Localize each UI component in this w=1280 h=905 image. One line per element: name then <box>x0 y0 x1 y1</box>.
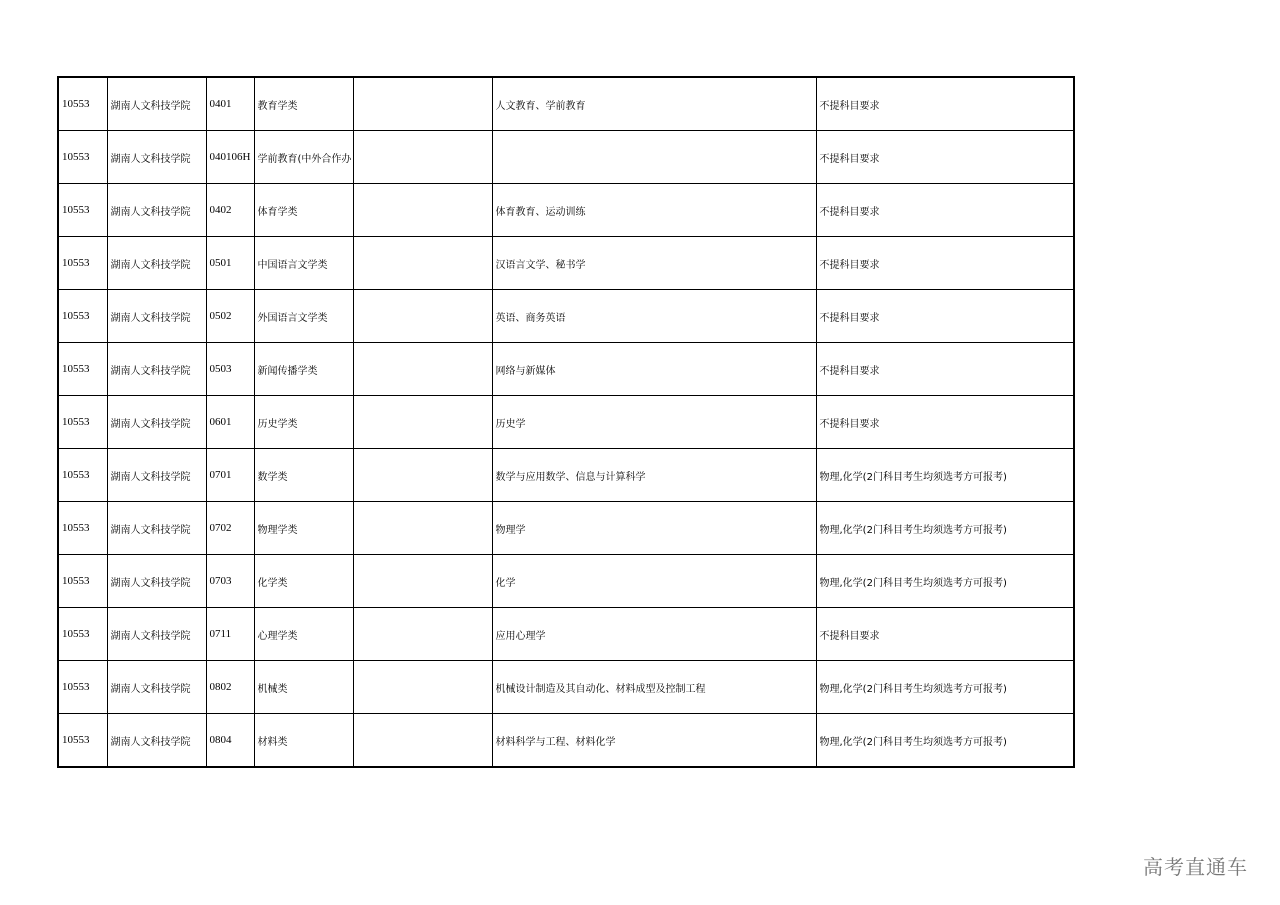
school-code-cell: 10553 <box>58 131 107 184</box>
school-code-cell: 10553 <box>58 290 107 343</box>
table-row <box>58 555 1074 608</box>
table-row <box>58 661 1074 714</box>
school-code-cell: 10553 <box>58 77 107 131</box>
subject-requirement-cell: 不提科目要求 <box>816 608 1074 661</box>
major-code-cell: 0702 <box>206 502 254 555</box>
major-category-cell: 数学类 <box>254 449 353 502</box>
major-code-cell: 0711 <box>206 608 254 661</box>
major-code-cell: 0501 <box>206 237 254 290</box>
table-row <box>58 237 1074 290</box>
major-code-cell: 0401 <box>206 77 254 131</box>
major-category-cell: 心理学类 <box>254 608 353 661</box>
table-row <box>58 396 1074 449</box>
subject-requirement-cell: 物理,化学(2门科目考生均须选考方可报考) <box>816 661 1074 714</box>
school-name-cell: 湖南人文科技学院 <box>107 184 206 237</box>
empty-cell <box>353 449 492 502</box>
major-category-cell: 教育学类 <box>254 77 353 131</box>
table-row <box>58 502 1074 555</box>
major-category-cell: 外国语言文学类 <box>254 290 353 343</box>
included-majors-cell: 数学与应用数学、信息与计算科学 <box>492 449 816 502</box>
major-category-cell: 新闻传播学类 <box>254 343 353 396</box>
table-row <box>58 184 1074 237</box>
school-name-cell: 湖南人文科技学院 <box>107 449 206 502</box>
subject-requirement-cell: 不提科目要求 <box>816 343 1074 396</box>
subject-requirement-cell: 物理,化学(2门科目考生均须选考方可报考) <box>816 502 1074 555</box>
included-majors-cell: 应用心理学 <box>492 608 816 661</box>
empty-cell <box>353 714 492 768</box>
school-name-cell: 湖南人文科技学院 <box>107 661 206 714</box>
major-code-cell: 0701 <box>206 449 254 502</box>
major-category-cell: 化学类 <box>254 555 353 608</box>
major-code-cell: 0502 <box>206 290 254 343</box>
subject-requirement-cell: 不提科目要求 <box>816 290 1074 343</box>
included-majors-cell: 化学 <box>492 555 816 608</box>
school-name-cell: 湖南人文科技学院 <box>107 555 206 608</box>
major-code-cell: 0503 <box>206 343 254 396</box>
empty-cell <box>353 502 492 555</box>
major-category-cell: 中国语言文学类 <box>254 237 353 290</box>
empty-cell <box>353 396 492 449</box>
school-name-cell: 湖南人文科技学院 <box>107 77 206 131</box>
subject-requirement-cell: 不提科目要求 <box>816 237 1074 290</box>
included-majors-cell: 体育教育、运动训练 <box>492 184 816 237</box>
table-row <box>58 343 1074 396</box>
major-category-cell: 体育学类 <box>254 184 353 237</box>
table-row <box>58 449 1074 502</box>
table-row <box>58 77 1074 131</box>
major-code-cell: 0402 <box>206 184 254 237</box>
school-code-cell: 10553 <box>58 184 107 237</box>
major-code-cell: 0703 <box>206 555 254 608</box>
included-majors-cell: 网络与新媒体 <box>492 343 816 396</box>
school-name-cell: 湖南人文科技学院 <box>107 714 206 768</box>
school-code-cell: 10553 <box>58 449 107 502</box>
subject-requirement-cell: 不提科目要求 <box>816 396 1074 449</box>
major-category-cell: 材料类 <box>254 714 353 768</box>
major-category-cell: 历史学类 <box>254 396 353 449</box>
major-code-cell: 0601 <box>206 396 254 449</box>
subject-requirements-table <box>57 76 1075 768</box>
included-majors-cell: 英语、商务英语 <box>492 290 816 343</box>
subject-requirement-cell: 不提科目要求 <box>816 184 1074 237</box>
subject-requirement-cell: 物理,化学(2门科目考生均须选考方可报考) <box>816 449 1074 502</box>
included-majors-cell <box>492 131 816 184</box>
empty-cell <box>353 343 492 396</box>
empty-cell <box>353 555 492 608</box>
included-majors-cell: 物理学 <box>492 502 816 555</box>
school-code-cell: 10553 <box>58 502 107 555</box>
school-name-cell: 湖南人文科技学院 <box>107 237 206 290</box>
school-code-cell: 10553 <box>58 343 107 396</box>
major-code-cell: 0802 <box>206 661 254 714</box>
major-code-cell: 040106H <box>206 131 254 184</box>
subject-requirement-cell: 不提科目要求 <box>816 131 1074 184</box>
table-row <box>58 131 1074 184</box>
school-code-cell: 10553 <box>58 555 107 608</box>
subject-requirement-cell: 物理,化学(2门科目考生均须选考方可报考) <box>816 555 1074 608</box>
school-name-cell: 湖南人文科技学院 <box>107 608 206 661</box>
school-name-cell: 湖南人文科技学院 <box>107 396 206 449</box>
table-row <box>58 290 1074 343</box>
included-majors-cell: 材料科学与工程、材料化学 <box>492 714 816 768</box>
empty-cell <box>353 131 492 184</box>
watermark-logo: 高考直通车 <box>1143 855 1248 879</box>
school-code-cell: 10553 <box>58 608 107 661</box>
table-row <box>58 714 1074 768</box>
school-name-cell: 湖南人文科技学院 <box>107 290 206 343</box>
empty-cell <box>353 237 492 290</box>
included-majors-cell: 历史学 <box>492 396 816 449</box>
empty-cell <box>353 608 492 661</box>
included-majors-cell: 人文教育、学前教育 <box>492 77 816 131</box>
empty-cell <box>353 290 492 343</box>
major-code-cell: 0804 <box>206 714 254 768</box>
school-code-cell: 10553 <box>58 237 107 290</box>
major-category-cell: 机械类 <box>254 661 353 714</box>
empty-cell <box>353 77 492 131</box>
major-category-cell: 学前教育(中外合作办 <box>254 131 353 184</box>
school-name-cell: 湖南人文科技学院 <box>107 343 206 396</box>
included-majors-cell: 汉语言文学、秘书学 <box>492 237 816 290</box>
school-name-cell: 湖南人文科技学院 <box>107 131 206 184</box>
subject-requirement-cell: 物理,化学(2门科目考生均须选考方可报考) <box>816 714 1074 768</box>
school-code-cell: 10553 <box>58 396 107 449</box>
school-name-cell: 湖南人文科技学院 <box>107 502 206 555</box>
school-code-cell: 10553 <box>58 661 107 714</box>
table-body <box>58 77 1074 767</box>
included-majors-cell: 机械设计制造及其自动化、材料成型及控制工程 <box>492 661 816 714</box>
school-code-cell: 10553 <box>58 714 107 768</box>
table-row <box>58 608 1074 661</box>
empty-cell <box>353 184 492 237</box>
subject-requirement-cell: 不提科目要求 <box>816 77 1074 131</box>
empty-cell <box>353 661 492 714</box>
major-category-cell: 物理学类 <box>254 502 353 555</box>
